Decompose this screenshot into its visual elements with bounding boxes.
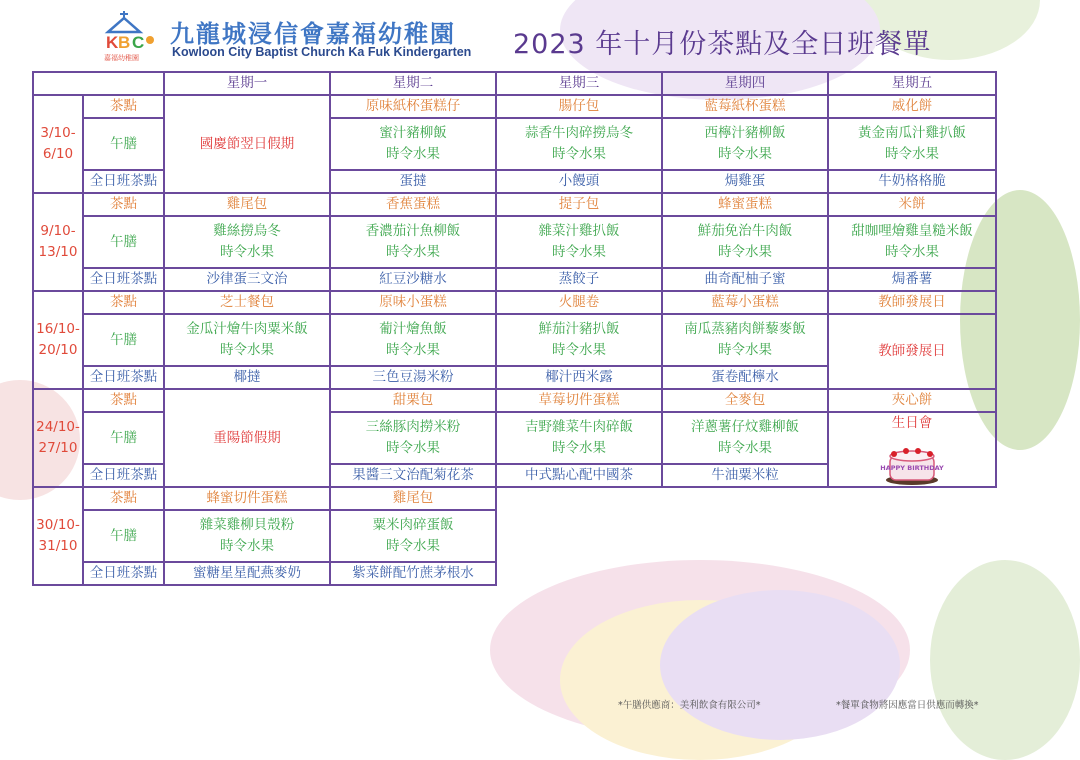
tea-cell: 草莓切件蛋糕 [496,389,662,412]
lunch-cell [164,314,330,366]
fullday-tea-cell: 牛奶格格脆 [828,170,996,193]
fullday-tea-cell: 小饅頭 [496,170,662,193]
tea-cell: 威化餅 [828,95,996,118]
tea-cell: 甜栗包 [330,389,496,412]
fullday-tea-cell: 果醬三文治配菊花茶 [330,464,496,487]
lunch-cell [662,314,828,366]
lunch-cell [330,314,496,366]
tea-cell: 藍莓小蛋糕 [662,291,828,314]
holiday-cell: 重陽節假期 [164,389,330,487]
tea-cell: 教師發展日 [828,291,996,314]
lunch-dish: 鮮茄汁豬扒飯 [538,321,620,337]
seasonal-fruit: 時令水果 [552,244,606,260]
school-name-english: Kowloon City Baptist Church Ka Fuk Kindergarten [172,45,472,59]
day-header: 星期三 [496,72,662,95]
lunch-dish: 雞絲撈烏冬 [213,223,281,239]
page-header [0,0,1024,70]
fullday-tea-cell: 曲奇配柚子蜜 [662,268,828,291]
fullday-tea-cell: 蛋撻 [330,170,496,193]
lunch-label: 午膳 [83,314,164,366]
lunch-cell [330,510,496,562]
seasonal-fruit: 時令水果 [718,342,772,358]
fullday-tea-cell: 椰撻 [164,366,330,389]
tea-cell: 原味小蛋糕 [330,291,496,314]
lunch-label: 午膳 [83,510,164,562]
seasonal-fruit: 時令水果 [220,342,274,358]
lunch-dish: 洋蔥薯仔炆雞柳飯 [691,419,799,435]
lunch-label: 午膳 [83,216,164,268]
supplier-note: *午膳供應商：美利飲食有限公司* [618,700,761,711]
fullday-tea-label: 全日班茶點 [83,562,164,585]
tea-cell: 藍莓紙杯蛋糕 [662,95,828,118]
tea-label: 茶點 [83,193,164,216]
lunch-dish: 南瓜蒸豬肉餅藜麥飯 [684,321,806,337]
seasonal-fruit: 時令水果 [718,146,772,162]
week-range: 16/10- 20/10 [33,291,83,389]
week-range: 30/10- 31/10 [33,487,83,585]
lunch-cell [828,216,996,268]
tea-cell: 原味紙杯蛋糕仔 [330,95,496,118]
lunch-cell [496,314,662,366]
tea-cell: 火腿卷 [496,291,662,314]
seasonal-fruit: 時令水果 [552,342,606,358]
fullday-tea-cell: 牛油粟米粒 [662,464,828,487]
birthday-cake-icon [880,440,944,486]
school-name-chinese: 九龍城浸信會嘉福幼稚園 [170,20,456,48]
lunch-cell [330,412,496,464]
birthday-label: 生日會 [891,415,933,431]
fullday-tea-cell: 焗雞蛋 [662,170,828,193]
lunch-cell [828,118,996,170]
fullday-tea-label: 全日班茶點 [83,268,164,291]
seasonal-fruit: 時令水果 [718,244,772,260]
tea-cell: 腸仔包 [496,95,662,118]
lunch-cell [164,216,330,268]
lunch-dish: 粟米肉碎蛋飯 [372,517,454,533]
birthday-cell [828,412,996,487]
fullday-tea-cell: 蛋卷配檸水 [662,366,828,389]
lunch-cell [330,118,496,170]
seasonal-fruit: 時令水果 [386,146,440,162]
lunch-cell [662,412,828,464]
day-header: 星期二 [330,72,496,95]
tea-cell: 全麥包 [662,389,828,412]
tea-cell: 雞尾包 [164,193,330,216]
fullday-tea-cell: 沙律蛋三文治 [164,268,330,291]
seasonal-fruit: 時令水果 [885,244,939,260]
tea-label: 茶點 [83,291,164,314]
lunch-dish: 三絲豚肉撈米粉 [365,419,461,435]
lunch-dish: 金瓜汁燴牛肉粟米飯 [186,321,308,337]
lunch-dish: 香濃茄汁魚柳飯 [365,223,461,239]
lunch-dish: 葡汁燴魚飯 [379,321,447,337]
tea-cell: 蜂蜜蛋糕 [662,193,828,216]
seasonal-fruit: 時令水果 [885,146,939,162]
tea-cell: 蜂蜜切件蛋糕 [164,487,330,510]
tea-cell: 夾心餅 [828,389,996,412]
lunch-dish: 鮮茄免治牛肉飯 [697,223,793,239]
logo-text: 嘉福幼稚園 [104,54,139,62]
lunch-cell [330,216,496,268]
page-title: 2023 年十月份茶點及全日班餐單 [513,29,932,60]
holiday-cell: 國慶節翌日假期 [164,95,330,193]
bg-blob-bottom-lilac [660,590,900,740]
fullday-tea-label: 全日班茶點 [83,170,164,193]
seasonal-fruit: 時令水果 [718,440,772,456]
day-header: 星期四 [662,72,828,95]
lunch-cell [662,118,828,170]
lunch-cell [496,412,662,464]
fullday-tea-cell: 椰汁西米露 [496,366,662,389]
lunch-label: 午膳 [83,118,164,170]
svg-text:C: C [132,33,145,52]
tea-label: 茶點 [83,95,164,118]
week-range: 24/10- 27/10 [33,389,83,487]
fullday-tea-cell: 蒸餃子 [496,268,662,291]
lunch-dish: 蜜汁豬柳飯 [379,125,447,141]
fullday-tea-label: 全日班茶點 [83,464,164,487]
fullday-tea-label: 全日班茶點 [83,366,164,389]
tea-cell: 香蕉蛋糕 [330,193,496,216]
fullday-tea-cell: 中式點心配中國茶 [496,464,662,487]
lunch-dish: 西檸汁豬柳飯 [704,125,786,141]
teacher-dev-day-cell: 教師發展日 [828,314,996,389]
cake-text: HAPPY BIRTHDAY [880,464,944,472]
menu-table [32,71,997,586]
bg-blob-bottom-right-green [930,560,1080,760]
lunch-dish: 雜菜汁雞扒飯 [538,223,620,239]
lunch-dish: 吉野雜菜牛肉碎飯 [525,419,633,435]
tea-label: 茶點 [83,487,164,510]
svg-text:K: K [106,33,119,52]
seasonal-fruit: 時令水果 [552,146,606,162]
fullday-tea-cell: 蜜糖星星配燕麥奶 [164,562,330,585]
seasonal-fruit: 時令水果 [220,244,274,260]
fullday-tea-cell: 紅豆沙糖水 [330,268,496,291]
svg-text:B: B [118,33,131,52]
fullday-tea-cell: 焗番薯 [828,268,996,291]
school-logo [100,10,158,62]
tea-label: 茶點 [83,389,164,412]
week-range: 9/10- 13/10 [33,193,83,291]
lunch-dish: 雜菜雞柳貝殼粉 [199,517,295,533]
seasonal-fruit: 時令水果 [386,538,440,554]
tea-cell: 芝士餐包 [164,291,330,314]
week-range: 3/10- 6/10 [33,95,83,193]
lunch-cell [496,118,662,170]
lunch-cell [164,510,330,562]
empty-cell [496,487,996,585]
seasonal-fruit: 時令水果 [386,244,440,260]
seasonal-fruit: 時令水果 [220,538,274,554]
day-header: 星期一 [164,72,330,95]
lunch-cell [662,216,828,268]
lunch-dish: 蒜香牛肉碎撈烏冬 [525,125,633,141]
menu-change-note: *餐單食物將因應當日供應而轉換* [836,700,979,711]
day-header: 星期五 [828,72,996,95]
tea-cell: 雞尾包 [330,487,496,510]
lunch-cell [496,216,662,268]
seasonal-fruit: 時令水果 [386,342,440,358]
seasonal-fruit: 時令水果 [552,440,606,456]
fullday-tea-cell: 三色豆湯米粉 [330,366,496,389]
lunch-label: 午膳 [83,412,164,464]
lunch-dish: 黃金南瓜汁雞扒飯 [858,125,966,141]
tea-cell: 米餅 [828,193,996,216]
lunch-dish: 甜咖哩燴雞皇糙米飯 [851,223,973,239]
corner-cell [33,72,164,95]
tea-cell: 提子包 [496,193,662,216]
fullday-tea-cell: 紫菜餅配竹蔗茅根水 [330,562,496,585]
seasonal-fruit: 時令水果 [386,440,440,456]
